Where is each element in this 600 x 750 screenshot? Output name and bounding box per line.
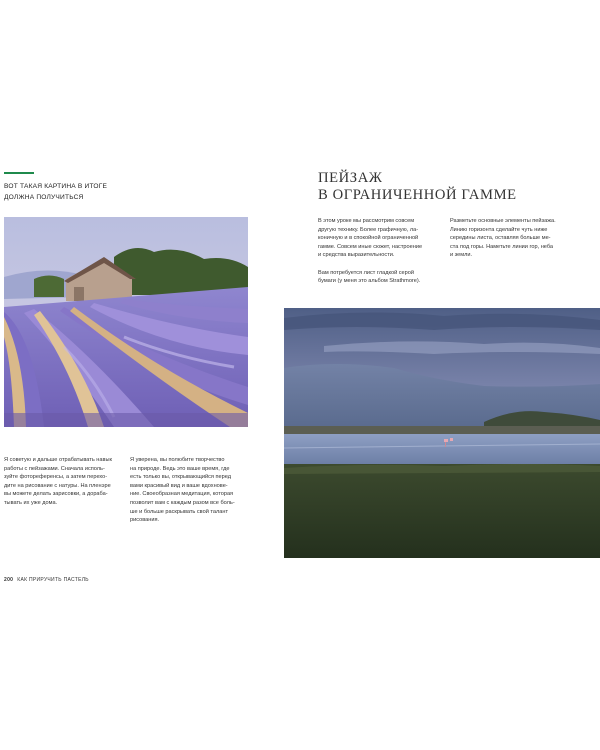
- title-line: ПЕЙЗАЖ: [318, 170, 383, 186]
- body-line: и средства выразительности.: [318, 252, 395, 259]
- accent-rule: [4, 172, 34, 174]
- body-line: дите на рисование с натуры. На пленэре: [4, 482, 111, 489]
- body-line: на природе. Ведь это ваше время, где: [130, 465, 230, 472]
- body-line: Я уверена, вы полюбите творчество: [130, 457, 225, 463]
- body-line: и земли.: [450, 252, 473, 259]
- landscape-reference-photo: [284, 308, 600, 558]
- title-line: В ОГРАНИЧЕННОЙ ГАММЕ: [318, 187, 517, 203]
- page-title: [318, 170, 517, 204]
- body-line: гамме. Совсем иные сюжет, настроение: [318, 243, 423, 250]
- page-footer: [4, 577, 89, 583]
- body-line: В этом уроке мы рассмотрим совсем: [318, 218, 415, 224]
- body-line: тывать их уже дома.: [4, 499, 58, 506]
- left-body-column-2: [130, 456, 248, 525]
- body-line: вы можете делать зарисовки, а дораба-: [4, 491, 108, 498]
- page-number: 200: [4, 577, 14, 583]
- body-line: ше и больше раскрывать свой талант: [130, 508, 229, 515]
- caption-line: ВОТ ТАКАЯ КАРТИНА В ИТОГЕ: [4, 183, 108, 190]
- body-line: Разметьте основные элементы пейзажа.: [450, 218, 556, 224]
- right-body-column-1: [318, 217, 436, 286]
- image-caption: [4, 181, 114, 203]
- body-line: ста под горы. Наметьте линии гор, неба: [450, 243, 554, 250]
- body-line: есть только вы, открывающийся перед: [130, 474, 231, 481]
- body-line: ние. Своеобразная медитация, которая: [130, 491, 234, 498]
- body-line: коничную и в спокойной ограниченной: [318, 235, 419, 242]
- body-line: вами красивый вид и ваше вдохнове-: [130, 482, 228, 489]
- body-line: бумаги (у меня это альбом Strathmore).: [318, 278, 421, 285]
- caption-line: ДОЛЖНА ПОЛУЧИТЬСЯ: [4, 194, 84, 201]
- body-line: Я советую и дальше отрабатывать навык: [4, 457, 112, 463]
- right-body-column-2: [450, 217, 568, 260]
- body-line: середины листа, оставляя больше ме-: [450, 235, 551, 242]
- body-line: другую технику. Более графичную, ла-: [318, 226, 419, 233]
- body-line: Линию горизонта сделайте чуть ниже: [450, 226, 548, 233]
- body-line: зуйте фотореференсы, а затем перехо-: [4, 474, 108, 481]
- body-line: позволит вам с каждым разом все боль-: [130, 499, 235, 506]
- paragraph-gap: [318, 260, 436, 269]
- body-line: Вам потребуется лист гладкой серой: [318, 269, 415, 276]
- body-line: рисования.: [130, 517, 160, 524]
- body-line: работы с пейзажами. Сначала исполь-: [4, 465, 105, 472]
- running-title: КАК ПРИРУЧИТЬ ПАСТЕЛЬ: [17, 577, 89, 583]
- left-body-column-1: [4, 456, 122, 508]
- lavender-painting-image: [4, 217, 248, 427]
